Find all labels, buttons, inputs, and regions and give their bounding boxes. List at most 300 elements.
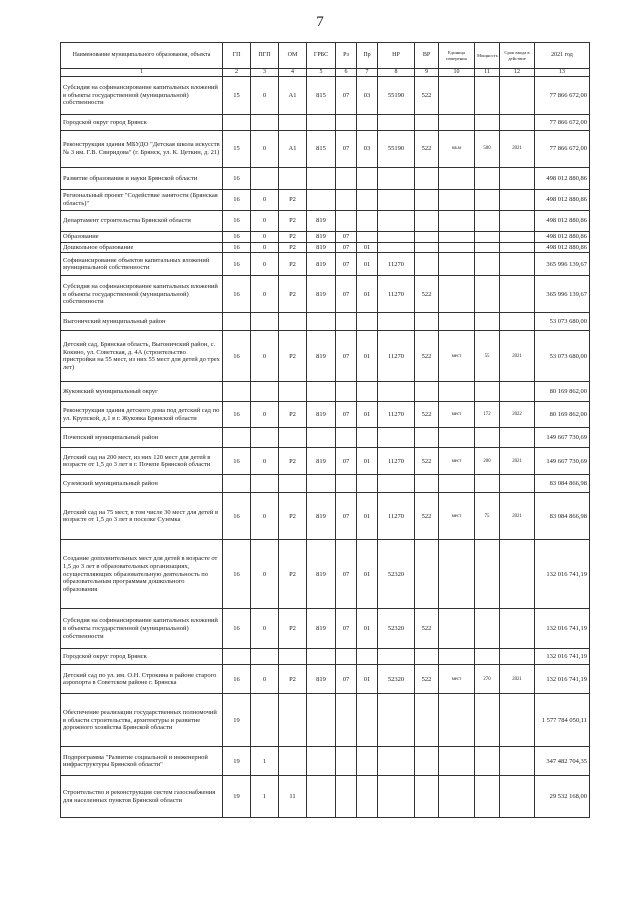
grbs-cell [307, 475, 336, 493]
power-cell [475, 253, 500, 276]
unit-cell [439, 77, 475, 115]
om-cell: P2 [279, 609, 307, 649]
amount-cell: 498 012 880,86 [535, 168, 590, 190]
om-cell: P2 [279, 665, 307, 694]
pr-cell: 01 [357, 665, 378, 694]
grbs-cell: 815 [307, 131, 336, 168]
power-cell: 500 [475, 131, 500, 168]
gp-cell: 16 [223, 242, 251, 253]
pr-cell [357, 232, 378, 243]
nr-cell [378, 313, 415, 331]
nr-cell: 55190 [378, 131, 415, 168]
term-cell [500, 253, 535, 276]
nr-cell: 11270 [378, 402, 415, 428]
pgp-cell: 0 [251, 253, 279, 276]
term-cell [500, 540, 535, 609]
vr-cell: 522 [415, 609, 439, 649]
gp-cell: 16 [223, 190, 251, 211]
pr-cell [357, 382, 378, 402]
pgp-cell: 0 [251, 402, 279, 428]
vr-cell: 522 [415, 493, 439, 540]
grbs-cell: 819 [307, 448, 336, 475]
table-row [61, 242, 590, 253]
header-amount: 2021 год [535, 43, 590, 69]
rz-cell [336, 649, 357, 665]
om-cell [279, 313, 307, 331]
grbs-cell: 819 [307, 493, 336, 540]
amount-cell: 498 012 880,86 [535, 242, 590, 253]
vr-cell: 522 [415, 276, 439, 313]
amount-cell: 77 866 672,00 [535, 131, 590, 168]
grbs-cell: 819 [307, 211, 336, 232]
header-gp: ГП [223, 43, 251, 69]
unit-cell [439, 382, 475, 402]
rz-cell: 07 [336, 77, 357, 115]
amount-cell: 132 016 741,19 [535, 540, 590, 609]
pgp-cell: 0 [251, 540, 279, 609]
nr-cell: 55190 [378, 77, 415, 115]
term-cell: 2021 [500, 665, 535, 694]
rz-cell: 07 [336, 402, 357, 428]
gp-cell: 16 [223, 168, 251, 190]
nr-cell [378, 649, 415, 665]
object-name: Детский сад, Брянская область, Выгоничский район, с. Кокино, ул. Советская, д. 4А (строительство пристройки на 55 мест, из них 55 мест для детей до трех лет) [61, 331, 223, 382]
term-cell [500, 276, 535, 313]
term-cell: 2021 [500, 448, 535, 475]
rz-cell [336, 475, 357, 493]
nr-cell [378, 190, 415, 211]
gp-cell: 16 [223, 232, 251, 243]
table-row [61, 115, 590, 131]
amount-cell: 132 016 741,19 [535, 649, 590, 665]
grbs-cell [307, 694, 336, 747]
grbs-cell [307, 428, 336, 448]
pr-cell [357, 428, 378, 448]
table-row [61, 211, 590, 232]
grbs-cell: 819 [307, 540, 336, 609]
power-cell [475, 242, 500, 253]
om-cell: A1 [279, 131, 307, 168]
pr-cell: 01 [357, 540, 378, 609]
column-number: 1 [61, 69, 223, 77]
table-row [61, 232, 590, 243]
unit-cell: мест [439, 402, 475, 428]
object-name: Обеспечение реализации государственных полномочий в области строительства, архитектуры и развитие дорожного хозяйства Брянской области [61, 694, 223, 747]
unit-cell [439, 211, 475, 232]
vr-cell: 522 [415, 131, 439, 168]
om-cell: P2 [279, 242, 307, 253]
gp-cell: 19 [223, 694, 251, 747]
column-number: 10 [439, 69, 475, 77]
vr-cell [415, 747, 439, 776]
pr-cell [357, 168, 378, 190]
gp-cell [223, 382, 251, 402]
grbs-cell [307, 776, 336, 818]
object-name: Строительство и реконструкция систем газоснабжения для населенных пунктов Брянской области [61, 776, 223, 818]
om-cell: P2 [279, 253, 307, 276]
power-cell [475, 694, 500, 747]
power-cell [475, 475, 500, 493]
vr-cell [415, 649, 439, 665]
unit-cell: кв.м [439, 131, 475, 168]
object-name: Жуковский муниципальный округ [61, 382, 223, 402]
grbs-cell: 819 [307, 402, 336, 428]
gp-cell: 16 [223, 211, 251, 232]
table-row [61, 649, 590, 665]
unit-cell [439, 253, 475, 276]
gp-cell [223, 313, 251, 331]
om-cell: 11 [279, 776, 307, 818]
grbs-cell [307, 747, 336, 776]
object-name: Реконструкция здания детского дома под детский сад по ул. Крупской, д.1 в г. Жуковка Брянской области [61, 402, 223, 428]
object-name: Дошкольное образование [61, 242, 223, 253]
term-cell [500, 475, 535, 493]
column-number: 11 [475, 69, 500, 77]
rz-cell: 07 [336, 540, 357, 609]
pr-cell [357, 190, 378, 211]
object-name: Детский сад по ул. им. О.Н. Строкина в районе старого аэропорта в Советском районе г. Брянска [61, 665, 223, 694]
rz-cell: 07 [336, 131, 357, 168]
unit-cell: мест [439, 493, 475, 540]
pr-cell: 03 [357, 131, 378, 168]
om-cell [279, 747, 307, 776]
column-number: 2 [223, 69, 251, 77]
pr-cell [357, 313, 378, 331]
nr-cell [378, 168, 415, 190]
power-cell [475, 77, 500, 115]
column-number: 8 [378, 69, 415, 77]
header-pr: Пр [357, 43, 378, 69]
table-row [61, 448, 590, 475]
amount-cell: 498 012 880,86 [535, 190, 590, 211]
nr-cell [378, 382, 415, 402]
power-cell [475, 540, 500, 609]
nr-cell [378, 747, 415, 776]
term-cell [500, 609, 535, 649]
budget-table [60, 42, 590, 818]
unit-cell [439, 313, 475, 331]
gp-cell [223, 115, 251, 131]
pr-cell: 01 [357, 242, 378, 253]
pgp-cell [251, 382, 279, 402]
pr-cell: 01 [357, 448, 378, 475]
amount-cell: 77 866 672,00 [535, 77, 590, 115]
pr-cell: 01 [357, 493, 378, 540]
object-name: Городской округ город Брянск [61, 115, 223, 131]
vr-cell: 522 [415, 665, 439, 694]
vr-cell [415, 694, 439, 747]
power-cell [475, 609, 500, 649]
pr-cell [357, 776, 378, 818]
rz-cell: 07 [336, 232, 357, 243]
unit-cell [439, 609, 475, 649]
unit-cell: мест [439, 665, 475, 694]
rz-cell [336, 313, 357, 331]
amount-cell: 132 016 741,19 [535, 665, 590, 694]
header-name: Наименование муниципального образования, объекта [61, 43, 223, 69]
grbs-cell [307, 190, 336, 211]
object-name: Софинансирование объектов капитальных вложений муниципальной собственности [61, 253, 223, 276]
pgp-cell: 0 [251, 665, 279, 694]
unit-cell [439, 190, 475, 211]
om-cell: P2 [279, 211, 307, 232]
table-row [61, 540, 590, 609]
vr-cell [415, 776, 439, 818]
vr-cell [415, 313, 439, 331]
gp-cell: 19 [223, 776, 251, 818]
unit-cell [439, 168, 475, 190]
nr-cell [378, 776, 415, 818]
column-number: 3 [251, 69, 279, 77]
pr-cell: 01 [357, 609, 378, 649]
power-cell [475, 190, 500, 211]
pr-cell [357, 211, 378, 232]
amount-cell: 77 866 672,00 [535, 115, 590, 131]
term-cell [500, 694, 535, 747]
pr-cell: 01 [357, 253, 378, 276]
table-row [61, 776, 590, 818]
nr-cell: 11270 [378, 448, 415, 475]
grbs-cell: 819 [307, 232, 336, 243]
term-cell: 2021 [500, 131, 535, 168]
unit-cell: мест [439, 448, 475, 475]
amount-cell: 132 016 741,19 [535, 609, 590, 649]
object-name: Региональный проект "Содействие занятости (Брянская область)" [61, 190, 223, 211]
pgp-cell: 0 [251, 448, 279, 475]
table-row [61, 694, 590, 747]
amount-cell: 83 084 866,98 [535, 475, 590, 493]
om-cell: P2 [279, 331, 307, 382]
rz-cell [336, 694, 357, 747]
pgp-cell [251, 428, 279, 448]
pr-cell [357, 747, 378, 776]
pgp-cell: 0 [251, 242, 279, 253]
power-cell [475, 649, 500, 665]
grbs-cell: 819 [307, 276, 336, 313]
amount-cell: 53 073 680,00 [535, 313, 590, 331]
header-om: ОМ [279, 43, 307, 69]
amount-cell: 83 084 866,98 [535, 493, 590, 540]
header-pgp: ПГП [251, 43, 279, 69]
unit-cell: мест [439, 331, 475, 382]
grbs-cell: 819 [307, 253, 336, 276]
pgp-cell: 0 [251, 190, 279, 211]
unit-cell [439, 276, 475, 313]
power-cell [475, 313, 500, 331]
power-cell [475, 382, 500, 402]
nr-cell [378, 475, 415, 493]
nr-cell: 52320 [378, 540, 415, 609]
header-vr: ВР [415, 43, 439, 69]
vr-cell: 522 [415, 77, 439, 115]
pr-cell [357, 475, 378, 493]
gp-cell: 16 [223, 331, 251, 382]
table-row [61, 168, 590, 190]
power-cell [475, 232, 500, 243]
amount-cell: 1 577 784 050,11 [535, 694, 590, 747]
object-name: Развитие образования и науки Брянской области [61, 168, 223, 190]
object-name: Реконструкция здания МБУДО "Детская школа искусств № 3 им. Г.В. Свиридова" (г. Брянск, ул. К. Цеткин, д. 21) [61, 131, 223, 168]
vr-cell [415, 168, 439, 190]
table-row [61, 190, 590, 211]
om-cell [279, 382, 307, 402]
table-row [61, 131, 590, 168]
pgp-cell: 1 [251, 776, 279, 818]
om-cell: P2 [279, 448, 307, 475]
column-number: 12 [500, 69, 535, 77]
object-name: Департамент строительства Брянской области [61, 211, 223, 232]
unit-cell [439, 475, 475, 493]
pr-cell: 01 [357, 402, 378, 428]
om-cell: P2 [279, 276, 307, 313]
vr-cell [415, 190, 439, 211]
column-number: 5 [307, 69, 336, 77]
gp-cell: 16 [223, 493, 251, 540]
rz-cell: 07 [336, 493, 357, 540]
object-name: Детский сад на 75 мест, в том числе 30 мест для детей в возрасте от 1,5 до 3 лет в поселке Суземка [61, 493, 223, 540]
header-power: Мощность [475, 43, 500, 69]
pgp-cell: 0 [251, 276, 279, 313]
column-number: 6 [336, 69, 357, 77]
unit-cell [439, 232, 475, 243]
term-cell: 2022 [500, 402, 535, 428]
term-cell [500, 313, 535, 331]
pgp-cell: 0 [251, 211, 279, 232]
rz-cell: 07 [336, 331, 357, 382]
rz-cell: 07 [336, 276, 357, 313]
column-number: 4 [279, 69, 307, 77]
term-cell [500, 747, 535, 776]
table-row [61, 313, 590, 331]
column-number: 13 [535, 69, 590, 77]
vr-cell [415, 242, 439, 253]
om-cell: P2 [279, 493, 307, 540]
nr-cell [378, 211, 415, 232]
power-cell: 75 [475, 493, 500, 540]
object-name: Образование [61, 232, 223, 243]
grbs-cell: 819 [307, 609, 336, 649]
power-cell: 200 [475, 448, 500, 475]
om-cell: P2 [279, 540, 307, 609]
om-cell: P2 [279, 402, 307, 428]
om-cell [279, 649, 307, 665]
vr-cell: 522 [415, 402, 439, 428]
table-row [61, 331, 590, 382]
unit-cell [439, 747, 475, 776]
term-cell [500, 428, 535, 448]
unit-cell [439, 694, 475, 747]
rz-cell: 07 [336, 609, 357, 649]
pr-cell [357, 694, 378, 747]
object-name: Детский сад на 200 мест, из них 120 мест для детей в возрасте от 1,5 до 3 лет в г. Почепе Брянской области [61, 448, 223, 475]
header-rz: Рз [336, 43, 357, 69]
grbs-cell: 819 [307, 242, 336, 253]
object-name: Субсидия на софинансирование капитальных вложений в объекты государственной (муниципальной) собственности [61, 609, 223, 649]
unit-cell [439, 242, 475, 253]
vr-cell [415, 428, 439, 448]
power-cell [475, 428, 500, 448]
column-number: 9 [415, 69, 439, 77]
gp-cell: 15 [223, 77, 251, 115]
grbs-cell [307, 115, 336, 131]
om-cell [279, 115, 307, 131]
table-header-row [61, 43, 590, 69]
amount-cell: 80 169 862,00 [535, 402, 590, 428]
amount-cell: 498 012 880,86 [535, 211, 590, 232]
pr-cell [357, 649, 378, 665]
object-name: Городской округ город Брянск [61, 649, 223, 665]
unit-cell [439, 776, 475, 818]
grbs-cell: 819 [307, 665, 336, 694]
amount-cell: 365 996 139,67 [535, 253, 590, 276]
object-name: Субсидия на софинансирование капитальных вложений в объекты государственной (муниципальной) собственности [61, 276, 223, 313]
grbs-cell [307, 382, 336, 402]
table-row [61, 402, 590, 428]
term-cell: 2021 [500, 493, 535, 540]
pgp-cell [251, 313, 279, 331]
nr-cell: 11270 [378, 253, 415, 276]
gp-cell: 16 [223, 276, 251, 313]
amount-cell: 149 667 730,69 [535, 428, 590, 448]
pgp-cell: 0 [251, 609, 279, 649]
gp-cell [223, 649, 251, 665]
om-cell: P2 [279, 190, 307, 211]
pgp-cell: 0 [251, 232, 279, 243]
object-name: Почепский муниципальный район [61, 428, 223, 448]
om-cell [279, 475, 307, 493]
nr-cell: 52320 [378, 665, 415, 694]
rz-cell: 07 [336, 665, 357, 694]
gp-cell [223, 475, 251, 493]
pgp-cell [251, 168, 279, 190]
pr-cell: 03 [357, 77, 378, 115]
grbs-cell: 815 [307, 77, 336, 115]
power-cell [475, 211, 500, 232]
rz-cell [336, 747, 357, 776]
gp-cell: 16 [223, 402, 251, 428]
object-name: Суземский муниципальный район [61, 475, 223, 493]
rz-cell [336, 382, 357, 402]
gp-cell: 15 [223, 131, 251, 168]
column-number-row [61, 69, 590, 77]
unit-cell [439, 540, 475, 609]
pgp-cell: 0 [251, 331, 279, 382]
table-row [61, 475, 590, 493]
term-cell [500, 242, 535, 253]
amount-cell: 365 996 139,67 [535, 276, 590, 313]
term-cell [500, 77, 535, 115]
power-cell: 270 [475, 665, 500, 694]
amount-cell: 347 482 704,35 [535, 747, 590, 776]
gp-cell [223, 428, 251, 448]
gp-cell: 16 [223, 448, 251, 475]
object-name: Выгоничский муниципальный район [61, 313, 223, 331]
vr-cell: 522 [415, 331, 439, 382]
vr-cell [415, 253, 439, 276]
header-term: Срок ввода в действие [500, 43, 535, 69]
rz-cell: 07 [336, 242, 357, 253]
term-cell [500, 190, 535, 211]
nr-cell: 11270 [378, 276, 415, 313]
rz-cell [336, 168, 357, 190]
table-row [61, 665, 590, 694]
pr-cell: 01 [357, 276, 378, 313]
object-name: Подпрограмма "Развитие социальной и инженерной инфраструктуры Брянской области" [61, 747, 223, 776]
amount-cell: 29 532 168,00 [535, 776, 590, 818]
term-cell: 2021 [500, 331, 535, 382]
rz-cell [336, 115, 357, 131]
term-cell [500, 115, 535, 131]
